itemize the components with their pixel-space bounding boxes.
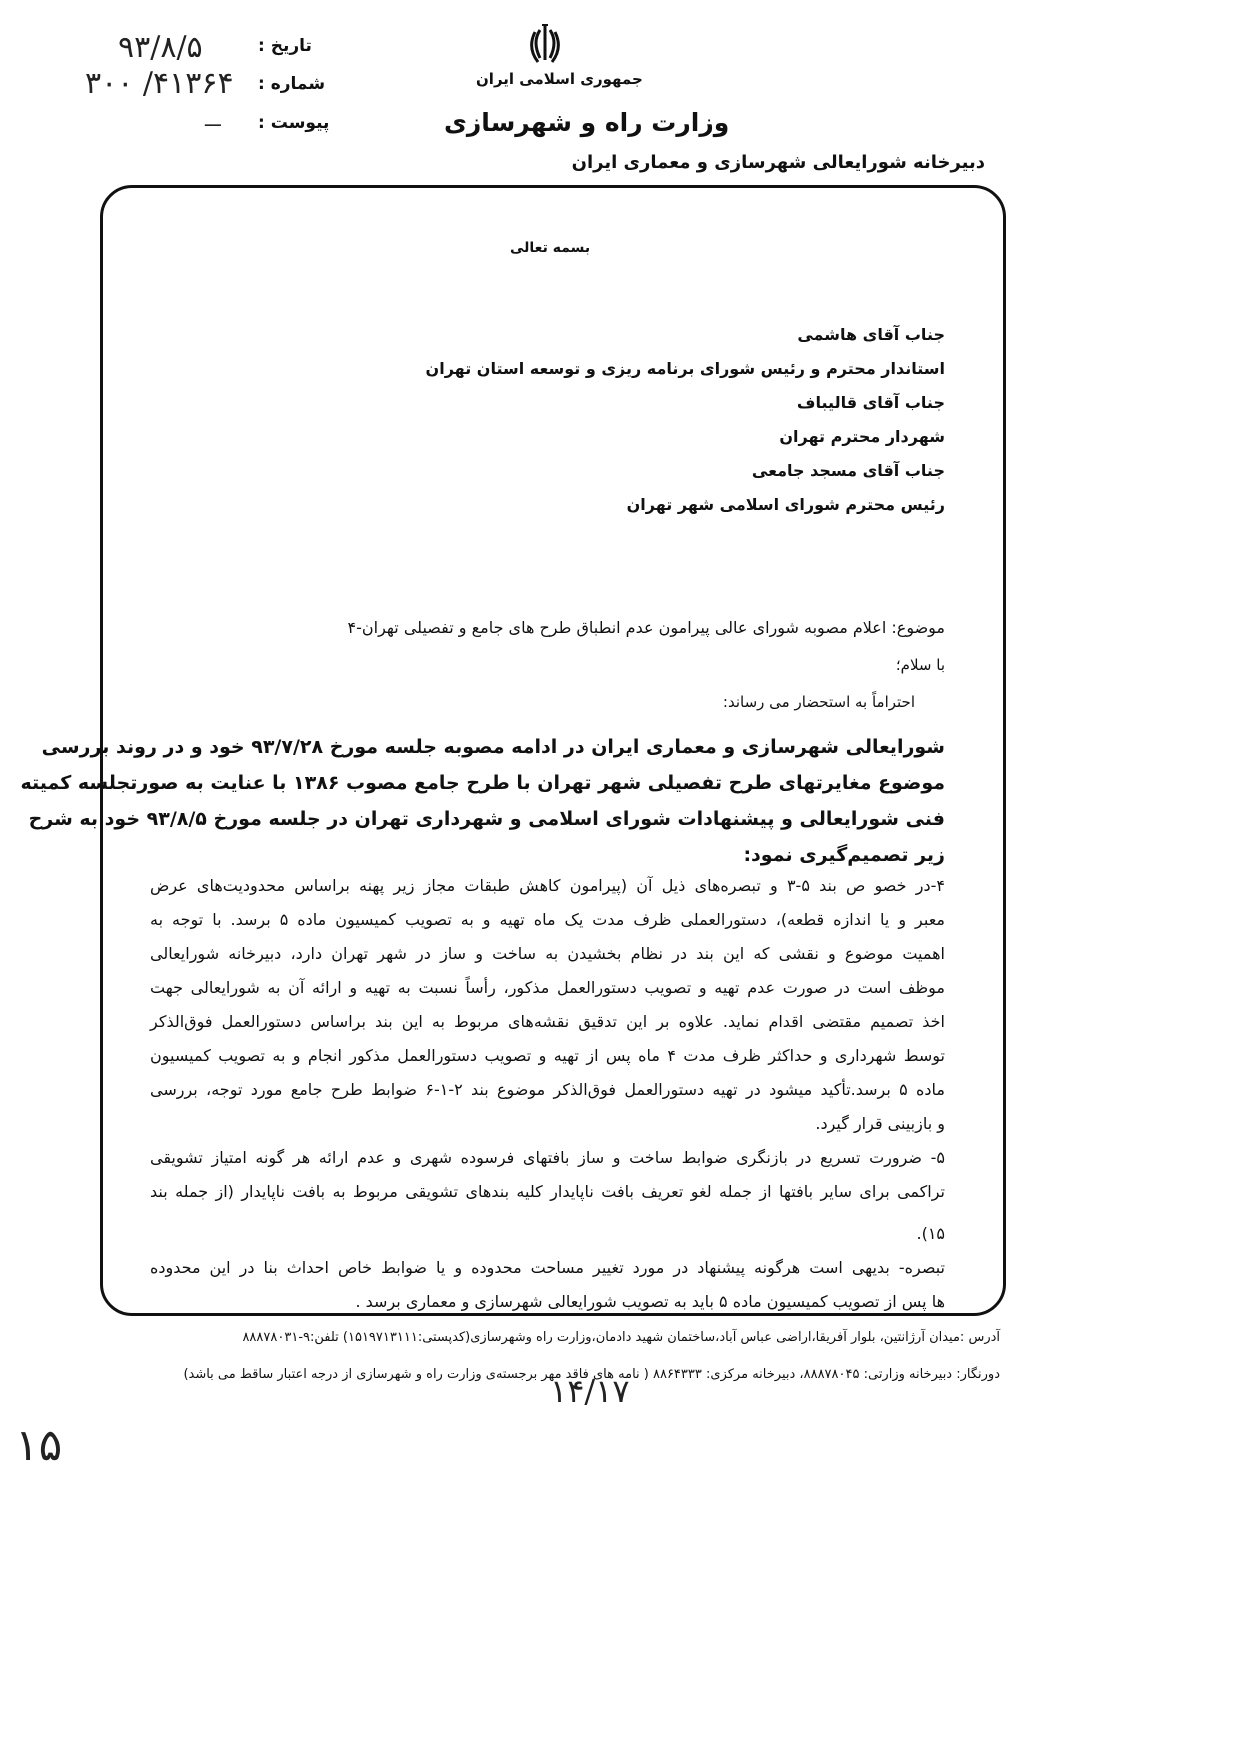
recipient-line: جناب آقای قالیباف: [796, 393, 945, 412]
item4-line: توسط شهرداری و حداکثر ظرف مدت ۴ ماه پس از تهیه و تصویب دستورالعمل مذکور انجام و به تصویب کمیسیون: [150, 1046, 946, 1065]
handwritten-page-number: ۱۴/۱۷: [550, 1372, 630, 1410]
iran-emblem-icon: [528, 22, 562, 66]
note-line: ها پس از تصویب کمیسیون ماده ۵ باید به تصویب شورایعالی شهرسازی و معماری برسد .: [355, 1292, 945, 1311]
recipient-line: جناب آقای هاشمی: [797, 325, 945, 344]
invocation: بسمه تعالی: [510, 240, 591, 256]
item5-line: ۱۵).: [916, 1224, 945, 1243]
item4-line: اخذ تصمیم مقتضی اقدام نماید. علاوه بر این تدقیق نقشه‌های مربوط به این بند براساس دستورالعمل فوق‌الذکر: [150, 1012, 945, 1031]
secretariat-name: دبیرخانه شورایعالی شهرسازی و معماری ایران: [571, 152, 985, 173]
item4-line: ۴-در خصو ص بند ۵-۳ و تبصره‌های ذیل آن (پیرامون کاهش طبقات مجاز زیر پهنه براساس محدودیت‌های عرض: [150, 876, 945, 895]
attachment-value: ـــ: [205, 110, 221, 131]
paragraph-line: موضوع مغایرتهای طرح تفصیلی شهر تهران با طرح جامع مصوب ۱۳۸۶ با عنایت به صورتجلسه کمیته: [20, 772, 945, 794]
item4-line: معبر و یا اندازه قطعه)، دستورالعملی ظرف مدت یک ماه تهیه و به تصویب کمیسیون ماده ۵ برسد. با توجه به: [150, 910, 946, 929]
number-label: شماره :: [258, 74, 326, 94]
item4-line: اهمیت موضوع و نقشی که این بند در نظام بخشیدن به ساخت و ساز در شهر تهران دارد، دبیرخانه شورایعالی: [150, 944, 945, 963]
paragraph-line: شورایعالی شهرسازی و معماری ایران در ادامه مصوبه جلسه مورخ ۹۳/۷/۲۸ خود و در روند بررسی: [41, 736, 945, 758]
item5-line: ۵- ضرورت تسریع در بازنگری ضوابط ساخت و ساز بافتهای فرسوده شهری و عدم ارائه هر گونه امتیاز تشویقی: [150, 1148, 945, 1167]
handwritten-margin-number: ۱۵: [15, 1420, 63, 1471]
date-value: ۹۳/۸/۵: [118, 30, 203, 65]
item4-line: و بازبینی قرار گیرد.: [815, 1114, 945, 1133]
recipient-line: جناب آقای مسجد جامعی: [751, 461, 945, 480]
opening-line: احتراماً به استحضار می رساند:: [722, 693, 915, 711]
date-label: تاریخ :: [258, 36, 312, 56]
note-line: تبصره- بدیهی است هرگونه پیشنهاد در مورد تغییر مساحت محدوده و یا ضوابط خاص احداث بنا در این محدوده: [150, 1258, 945, 1277]
paragraph-line: فنی شورایعالی و پیشنهادات شورای اسلامی و شهرداری تهران در جلسه مورخ ۹۳/۸/۵ خود به شرح: [28, 808, 945, 830]
subject-line: موضوع: اعلام مصوبه شورای عالی پیرامون عدم انطباق طرح های جامع و تفصیلی تهران-۴: [347, 618, 945, 637]
paragraph-line: زیر تصمیم‌گیری نمود:: [743, 844, 945, 866]
number-value: ۴۱۳۶۴/ ۳۰۰: [85, 66, 234, 101]
item4-line: موظف است در صورت عدم تهیه و تصویب دستورالعمل مذکور، رأساً نسبت به تهیه و ارائه آن به شورایعالی جهت: [150, 978, 945, 997]
ministry-name: وزارت راه و شهرسازی: [444, 108, 730, 137]
item5-line: تراکمی برای سایر بافتها از جمله لغو تعریف بافت ناپایدار کلیه بندهای تشویقی مربوط به بافت ناپایدار (از جمله بند: [150, 1182, 945, 1201]
footer-fax: دورنگار: دبیرخانه وزارتی: ۸۸۸۷۸۰۴۵، دبیرخانه مرکزی: ۸۸۶۴۳۳۳ ( نامه های فاقد مهر برجسته‌ی وزارت راه و شهرسازی از درجه اعتبار ساقط می باشد): [183, 1367, 1000, 1382]
footer-address: آدرس :میدان آرژانتین، بلوار آفریقا،اراضی عباس آباد،ساختمان شهید دادمان،وزارت راه وشهرسازی(کدپستی:۱۵۱۹۷۱۳۱۱۱) تلفن:۹-۸۸۸۷۸۰۳۱: [242, 1330, 1000, 1345]
greeting: با سلام؛: [895, 656, 945, 674]
recipient-line: استاندار محترم و رئیس شورای برنامه ریزی و توسعه استان تهران: [425, 359, 945, 378]
attachment-label: پیوست :: [258, 113, 330, 133]
recipient-line: رئیس محترم شورای اسلامی شهر تهران: [626, 495, 945, 514]
country-name: جمهوری اسلامی ایران: [476, 70, 643, 88]
recipient-line: شهردار محترم تهران: [779, 427, 945, 446]
item4-line: ماده ۵ برسد.تأکید میشود در تهیه دستورالعمل فوق‌الذکر موضوع بند ۲-۱-۶ ضوابط طرح جامع مورد توجه، بررسی: [150, 1080, 945, 1099]
